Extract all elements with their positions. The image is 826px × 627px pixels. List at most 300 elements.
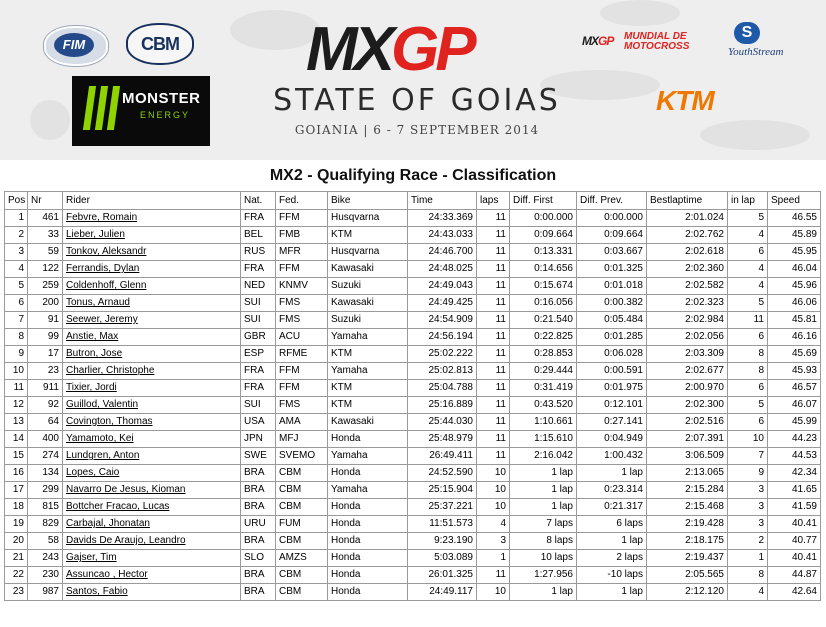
cell-in-lap: 7	[728, 448, 768, 465]
cell-time: 25:37.221	[408, 499, 477, 516]
table-row	[5, 312, 821, 329]
cell-in-lap: 9	[728, 465, 768, 482]
cell-in-lap: 3	[728, 499, 768, 516]
column-header-fed: Fed.	[276, 192, 328, 210]
cell-pos: 12	[5, 397, 28, 414]
cell-in-lap: 8	[728, 346, 768, 363]
youthstream-logo: S YouthStream	[728, 24, 784, 58]
cell-bestlaptime: 2:13.065	[647, 465, 728, 482]
cell-diff-first: 0:15.674	[510, 278, 577, 295]
cell-nr: 91	[28, 312, 63, 329]
cell-nr: 122	[28, 261, 63, 278]
cell-diff-first: 10 laps	[510, 550, 577, 567]
cell-rider[interactable]: Santos, Fabio	[63, 584, 241, 601]
cell-pos: 11	[5, 380, 28, 397]
cell-nr: 134	[28, 465, 63, 482]
cell-time: 24:48.025	[408, 261, 477, 278]
cell-pos: 20	[5, 533, 28, 550]
cell-bestlaptime: 2:00.970	[647, 380, 728, 397]
cell-nr: 23	[28, 363, 63, 380]
cell-diff-first: 1:27.956	[510, 567, 577, 584]
cell-in-lap: 4	[728, 261, 768, 278]
cell-in-lap: 10	[728, 431, 768, 448]
cell-fed: MFR	[276, 244, 328, 261]
cell-bestlaptime: 3:06.509	[647, 448, 728, 465]
cell-rider[interactable]: Davids De Araujo, Leandro	[63, 533, 241, 550]
cell-rider[interactable]: Gajser, Tim	[63, 550, 241, 567]
cell-nat: BRA	[241, 584, 276, 601]
cell-fed: SVEMO	[276, 448, 328, 465]
cell-time: 11:51.573	[408, 516, 477, 533]
cell-laps: 11	[477, 261, 510, 278]
cell-in-lap: 5	[728, 397, 768, 414]
cell-diff-prev: 2 laps	[577, 550, 647, 567]
cell-speed: 40.77	[768, 533, 821, 550]
cell-diff-first: 0:22.825	[510, 329, 577, 346]
cell-rider[interactable]: Butron, Jose	[63, 346, 241, 363]
table-row	[5, 210, 821, 227]
cell-time: 25:02.813	[408, 363, 477, 380]
column-header-time: Time	[408, 192, 477, 210]
cell-time: 24:49.117	[408, 584, 477, 601]
cell-time: 9:23.190	[408, 533, 477, 550]
cell-nat: RUS	[241, 244, 276, 261]
column-header-nat: Nat.	[241, 192, 276, 210]
cell-speed: 41.59	[768, 499, 821, 516]
cell-bestlaptime: 2:02.300	[647, 397, 728, 414]
cell-rider[interactable]: Yamamoto, Kei	[63, 431, 241, 448]
cell-diff-first: 1 lap	[510, 499, 577, 516]
table-row	[5, 278, 821, 295]
cell-bike: Kawasaki	[328, 295, 408, 312]
cell-bike: Honda	[328, 516, 408, 533]
cell-bike: Husqvarna	[328, 244, 408, 261]
cell-bike: Honda	[328, 550, 408, 567]
column-header-in-lap: in lap	[728, 192, 768, 210]
cell-diff-prev: 0:01.975	[577, 380, 647, 397]
cell-rider[interactable]: Navarro De Jesus, Kioman	[63, 482, 241, 499]
cell-nr: 59	[28, 244, 63, 261]
cell-pos: 10	[5, 363, 28, 380]
cell-laps: 11	[477, 210, 510, 227]
cell-diff-prev: 0:01.285	[577, 329, 647, 346]
cell-laps: 11	[477, 414, 510, 431]
cell-fed: CBM	[276, 499, 328, 516]
cell-diff-prev: 0:21.317	[577, 499, 647, 516]
cell-laps: 4	[477, 516, 510, 533]
cell-pos: 1	[5, 210, 28, 227]
cell-diff-prev: 0:06.028	[577, 346, 647, 363]
cell-nat: BRA	[241, 499, 276, 516]
cell-laps: 11	[477, 397, 510, 414]
cell-speed: 45.69	[768, 346, 821, 363]
cell-nat: SUI	[241, 312, 276, 329]
table-body	[5, 210, 821, 601]
cell-fed: FFM	[276, 261, 328, 278]
cell-in-lap: 6	[728, 329, 768, 346]
cell-pos: 8	[5, 329, 28, 346]
cell-nat: BRA	[241, 482, 276, 499]
cell-time: 24:54.909	[408, 312, 477, 329]
cell-nat: FRA	[241, 210, 276, 227]
cell-nr: 92	[28, 397, 63, 414]
cell-speed: 42.64	[768, 584, 821, 601]
cell-pos: 23	[5, 584, 28, 601]
cell-bestlaptime: 2:02.984	[647, 312, 728, 329]
table-row	[5, 431, 821, 448]
cell-diff-first: 0:21.540	[510, 312, 577, 329]
cell-pos: 22	[5, 567, 28, 584]
table-row	[5, 516, 821, 533]
cell-diff-prev: 0:27.141	[577, 414, 647, 431]
cell-time: 25:15.904	[408, 482, 477, 499]
cell-rider[interactable]: Assuncao , Hector	[63, 567, 241, 584]
cell-diff-first: 8 laps	[510, 533, 577, 550]
cell-bike: Suzuki	[328, 278, 408, 295]
cell-diff-prev: 0:01.018	[577, 278, 647, 295]
cell-nat: BRA	[241, 567, 276, 584]
race-title: MX2 - Qualifying Race - Classification	[269, 167, 557, 184]
cell-time: 26:01.325	[408, 567, 477, 584]
cell-speed: 46.06	[768, 295, 821, 312]
cell-rider[interactable]: Carbajal, Jhonatan	[63, 516, 241, 533]
cell-nr: 200	[28, 295, 63, 312]
cell-nr: 259	[28, 278, 63, 295]
cell-time: 24:49.425	[408, 295, 477, 312]
cell-fed: CBM	[276, 584, 328, 601]
table-header-row	[5, 192, 821, 210]
cbm-logo: CBM	[126, 23, 194, 65]
cell-pos: 14	[5, 431, 28, 448]
cell-speed: 45.99	[768, 414, 821, 431]
event-title: STATE OF GOIAS	[273, 83, 561, 118]
cell-diff-first: 1:15.610	[510, 431, 577, 448]
cell-rider[interactable]: Seewer, Jeremy	[63, 312, 241, 329]
cell-laps: 11	[477, 567, 510, 584]
cell-in-lap: 3	[728, 482, 768, 499]
cell-nat: GBR	[241, 329, 276, 346]
cell-fed: FMS	[276, 397, 328, 414]
cell-diff-prev: 1 lap	[577, 584, 647, 601]
cell-speed: 45.81	[768, 312, 821, 329]
column-header-bestlaptime: Bestlaptime	[647, 192, 728, 210]
cell-speed: 44.23	[768, 431, 821, 448]
fim-logo: FIM	[44, 26, 108, 66]
cell-speed: 44.53	[768, 448, 821, 465]
cell-rider[interactable]: Lopes, Caio	[63, 465, 241, 482]
cell-bestlaptime: 2:15.284	[647, 482, 728, 499]
cell-bike: Honda	[328, 567, 408, 584]
cell-diff-first: 0:16.056	[510, 295, 577, 312]
cell-fed: FMS	[276, 295, 328, 312]
cell-time: 5:03.089	[408, 550, 477, 567]
cell-fed: RFME	[276, 346, 328, 363]
cell-nat: SLO	[241, 550, 276, 567]
cell-nat: SUI	[241, 397, 276, 414]
classification-table	[4, 191, 821, 601]
youthstream-icon: S	[734, 22, 760, 44]
cell-nr: 829	[28, 516, 63, 533]
cell-diff-prev: 0:00.591	[577, 363, 647, 380]
cell-diff-first: 0:29.444	[510, 363, 577, 380]
cell-diff-first: 2:16.042	[510, 448, 577, 465]
cell-bestlaptime: 2:05.565	[647, 567, 728, 584]
cell-bike: Yamaha	[328, 329, 408, 346]
cell-speed: 46.16	[768, 329, 821, 346]
cell-nr: 99	[28, 329, 63, 346]
cell-rider[interactable]: Tonkov, Aleksandr	[63, 244, 241, 261]
cell-in-lap: 6	[728, 380, 768, 397]
cell-pos: 21	[5, 550, 28, 567]
cell-diff-prev: 0:01.325	[577, 261, 647, 278]
cell-bestlaptime: 2:03.309	[647, 346, 728, 363]
cell-rider[interactable]: Bottcher Fracao, Lucas	[63, 499, 241, 516]
cell-speed: 41.65	[768, 482, 821, 499]
cell-diff-prev: 1 lap	[577, 533, 647, 550]
cell-fed: CBM	[276, 482, 328, 499]
cell-pos: 3	[5, 244, 28, 261]
cell-in-lap: 8	[728, 363, 768, 380]
table-row	[5, 380, 821, 397]
cell-bike: KTM	[328, 397, 408, 414]
cell-in-lap: 4	[728, 227, 768, 244]
cell-rider[interactable]: Tixier, Jordi	[63, 380, 241, 397]
cell-in-lap: 5	[728, 210, 768, 227]
cell-nr: 17	[28, 346, 63, 363]
table-row	[5, 244, 821, 261]
event-header	[0, 0, 826, 160]
cell-laps: 3	[477, 533, 510, 550]
cell-bestlaptime: 2:19.437	[647, 550, 728, 567]
cell-speed: 40.41	[768, 516, 821, 533]
cell-bestlaptime: 2:15.468	[647, 499, 728, 516]
cell-diff-first: 1:10.661	[510, 414, 577, 431]
column-header-laps: laps	[477, 192, 510, 210]
cell-nr: 987	[28, 584, 63, 601]
cell-bestlaptime: 2:18.175	[647, 533, 728, 550]
cell-time: 25:48.979	[408, 431, 477, 448]
table-row	[5, 448, 821, 465]
ktm-logo: KTM	[656, 85, 714, 116]
cell-nr: 299	[28, 482, 63, 499]
cell-diff-first: 0:14.656	[510, 261, 577, 278]
cell-laps: 11	[477, 329, 510, 346]
cell-fed: MFJ	[276, 431, 328, 448]
table-row	[5, 363, 821, 380]
cell-speed: 46.04	[768, 261, 821, 278]
cell-diff-prev: 1:00.432	[577, 448, 647, 465]
cell-pos: 9	[5, 346, 28, 363]
cell-bike: Honda	[328, 533, 408, 550]
cell-bestlaptime: 2:02.323	[647, 295, 728, 312]
cell-nat: FRA	[241, 380, 276, 397]
cell-diff-prev: 6 laps	[577, 516, 647, 533]
cell-speed: 46.55	[768, 210, 821, 227]
column-header-diff-prev: Diff. Prev.	[577, 192, 647, 210]
cell-pos: 13	[5, 414, 28, 431]
cell-fed: FMB	[276, 227, 328, 244]
cell-diff-prev: 0:03.667	[577, 244, 647, 261]
table-row	[5, 346, 821, 363]
cell-nat: SUI	[241, 295, 276, 312]
cell-laps: 10	[477, 465, 510, 482]
cell-diff-first: 1 lap	[510, 465, 577, 482]
cell-nr: 64	[28, 414, 63, 431]
cell-laps: 11	[477, 363, 510, 380]
cell-time: 25:02.222	[408, 346, 477, 363]
event-subtitle: GOIANIA | 6 - 7 SEPTEMBER 2014	[294, 123, 540, 137]
cell-diff-first: 0:43.520	[510, 397, 577, 414]
cell-bike: Kawasaki	[328, 261, 408, 278]
cell-diff-prev: 0:09.664	[577, 227, 647, 244]
table-row	[5, 533, 821, 550]
cell-diff-first: 1 lap	[510, 584, 577, 601]
cell-speed: 40.41	[768, 550, 821, 567]
monster-energy-logo: MONSTER ENERGY	[72, 76, 210, 146]
table-row	[5, 295, 821, 312]
cell-pos: 19	[5, 516, 28, 533]
cell-time: 24:43.033	[408, 227, 477, 244]
cell-bike: Yamaha	[328, 448, 408, 465]
cell-time: 24:33.369	[408, 210, 477, 227]
cell-laps: 11	[477, 244, 510, 261]
cell-laps: 11	[477, 278, 510, 295]
cell-time: 25:04.788	[408, 380, 477, 397]
column-header-speed: Speed	[768, 192, 821, 210]
cell-time: 24:52.590	[408, 465, 477, 482]
cell-diff-first: 0:13.331	[510, 244, 577, 261]
cell-rider[interactable]: Lundgren, Anton	[63, 448, 241, 465]
cell-nr: 243	[28, 550, 63, 567]
cell-bike: Honda	[328, 499, 408, 516]
cell-speed: 45.95	[768, 244, 821, 261]
cell-rider[interactable]: Coldenhoff, Glenn	[63, 278, 241, 295]
cell-nr: 33	[28, 227, 63, 244]
cell-nat: FRA	[241, 363, 276, 380]
table-row	[5, 414, 821, 431]
cell-nat: URU	[241, 516, 276, 533]
column-header-rider: Rider	[63, 192, 241, 210]
cell-speed: 45.93	[768, 363, 821, 380]
cell-diff-prev: 0:00.000	[577, 210, 647, 227]
cell-laps: 11	[477, 346, 510, 363]
cell-nr: 58	[28, 533, 63, 550]
cell-bestlaptime: 2:12.120	[647, 584, 728, 601]
cell-nat: BEL	[241, 227, 276, 244]
cell-nat: USA	[241, 414, 276, 431]
cell-rider[interactable]: Charlier, Christophe	[63, 363, 241, 380]
cell-rider[interactable]: Lieber, Julien	[63, 227, 241, 244]
cell-nr: 230	[28, 567, 63, 584]
cell-in-lap: 4	[728, 278, 768, 295]
cell-time: 24:56.194	[408, 329, 477, 346]
cell-pos: 2	[5, 227, 28, 244]
cell-in-lap: 3	[728, 516, 768, 533]
cell-nr: 911	[28, 380, 63, 397]
column-header-pos: Pos	[5, 192, 28, 210]
cell-pos: 16	[5, 465, 28, 482]
cell-fed: FMS	[276, 312, 328, 329]
cell-bike: KTM	[328, 380, 408, 397]
cell-in-lap: 4	[728, 584, 768, 601]
mxgp-mundial-logo: MXGP MUNDIAL DE MOTOCROSS	[582, 31, 690, 52]
cell-fed: KNMV	[276, 278, 328, 295]
cell-in-lap: 6	[728, 414, 768, 431]
cell-pos: 17	[5, 482, 28, 499]
cell-nat: FRA	[241, 261, 276, 278]
cell-in-lap: 6	[728, 244, 768, 261]
table-row	[5, 550, 821, 567]
cell-bike: Yamaha	[328, 363, 408, 380]
cell-diff-first: 0:31.419	[510, 380, 577, 397]
cell-bestlaptime: 2:02.582	[647, 278, 728, 295]
cell-in-lap: 11	[728, 312, 768, 329]
cell-time: 26:49.411	[408, 448, 477, 465]
cell-speed: 42.34	[768, 465, 821, 482]
cell-nat: BRA	[241, 465, 276, 482]
cell-rider[interactable]: Anstie, Max	[63, 329, 241, 346]
cell-fed: CBM	[276, 465, 328, 482]
cell-time: 24:46.700	[408, 244, 477, 261]
table-row	[5, 397, 821, 414]
cell-diff-first: 1 lap	[510, 482, 577, 499]
cell-speed: 46.57	[768, 380, 821, 397]
cell-rider[interactable]: Covington, Thomas	[63, 414, 241, 431]
cell-diff-first: 0:28.853	[510, 346, 577, 363]
cell-laps: 11	[477, 295, 510, 312]
cell-time: 25:44.030	[408, 414, 477, 431]
cell-laps: 11	[477, 227, 510, 244]
cell-bike: Kawasaki	[328, 414, 408, 431]
cell-diff-first: 0:00.000	[510, 210, 577, 227]
cell-laps: 11	[477, 380, 510, 397]
cell-in-lap: 2	[728, 533, 768, 550]
cell-bike: Husqvarna	[328, 210, 408, 227]
cell-rider[interactable]: Febvre, Romain	[63, 210, 241, 227]
column-header-diff-first: Diff. First	[510, 192, 577, 210]
cell-pos: 18	[5, 499, 28, 516]
cell-fed: FFM	[276, 363, 328, 380]
cell-nr: 400	[28, 431, 63, 448]
cell-diff-first: 7 laps	[510, 516, 577, 533]
table-row	[5, 227, 821, 244]
cell-time: 24:49.043	[408, 278, 477, 295]
cell-nr: 461	[28, 210, 63, 227]
cell-laps: 10	[477, 499, 510, 516]
cell-rider[interactable]: Guillod, Valentin	[63, 397, 241, 414]
cell-rider[interactable]: Tonus, Arnaud	[63, 295, 241, 312]
cell-pos: 4	[5, 261, 28, 278]
cell-bestlaptime: 2:02.618	[647, 244, 728, 261]
cell-fed: CBM	[276, 533, 328, 550]
cell-bike: Suzuki	[328, 312, 408, 329]
cell-in-lap: 8	[728, 567, 768, 584]
cell-bestlaptime: 2:02.516	[647, 414, 728, 431]
table-row	[5, 482, 821, 499]
cell-nr: 274	[28, 448, 63, 465]
cell-nat: SWE	[241, 448, 276, 465]
cell-fed: FUM	[276, 516, 328, 533]
cell-pos: 6	[5, 295, 28, 312]
cell-diff-first: 0:09.664	[510, 227, 577, 244]
cell-nat: JPN	[241, 431, 276, 448]
cell-pos: 7	[5, 312, 28, 329]
cell-fed: FFM	[276, 210, 328, 227]
cell-fed: AMZS	[276, 550, 328, 567]
column-header-bike: Bike	[328, 192, 408, 210]
cell-rider[interactable]: Ferrandis, Dylan	[63, 261, 241, 278]
cell-diff-prev: 0:05.484	[577, 312, 647, 329]
